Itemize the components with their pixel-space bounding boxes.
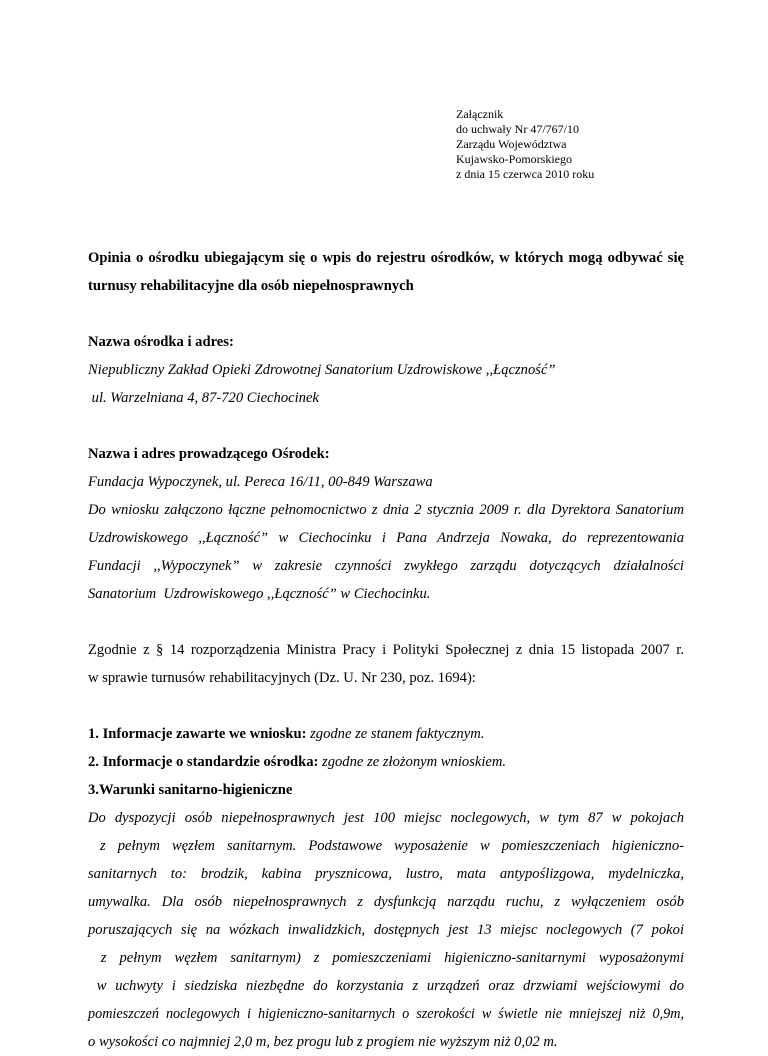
facility-name: Niepubliczny Zakład Opieki Zdrowotnej Sanatorium Uzdrowiskowe ,,Łączność”: [88, 362, 556, 378]
regulation-line: w sprawie turnusów rehabilitacyjnych (Dz. U. Nr 230, poz. 1694):: [88, 670, 476, 686]
sanitary-line: Do dyspozycji osób niepełnosprawnych jest 100 miejsc noclegowych, w tym 87 w pokojach: [88, 810, 684, 826]
sanitary-line: z pełnym węzłem sanitarnym. Podstawowe wyposażenie w pomieszczeniach higieniczno-: [88, 838, 684, 854]
sanitary-line: o wysokości co najmniej 2,0 m, bez progu lub z progiem nie wyższym niż 0,02 m.: [88, 1034, 558, 1050]
document-body: [88, 244, 684, 1056]
item-2-label: 2. Informacje o standardzie ośrodka:: [88, 754, 319, 770]
operator-proxy-line: Sanatorium Uzdrowiskowego ,,Łączność” w Ciechocinku.: [88, 586, 431, 602]
attachment-line: Kujawsko-Pomorskiego: [456, 152, 572, 166]
item-1-value: zgodne ze stanem faktycznym.: [306, 726, 485, 742]
operator-proxy-line: Do wniosku załączono łączne pełnomocnictwo z dnia 2 stycznia 2009 r. dla Dyrektora Sanatorium: [88, 502, 684, 518]
sanitary-line: sanitarnych to: brodzik, kabina prysznicowa, lustro, mata antypoślizgowa, mydelniczka,: [88, 866, 684, 882]
sanitary-line: pomieszczeń noclegowych i higieniczno-sanitarnych o szerokości w świetle nie mniejszej niż 0,9m,: [88, 1006, 684, 1022]
attachment-line: Zarządu Województwa: [456, 137, 567, 151]
document-title-line-2: turnusy rehabilitacyjne dla osób niepełnosprawnych: [88, 278, 414, 294]
attachment-line: z dnia 15 czerwca 2010 roku: [456, 167, 595, 181]
operator-heading: Nazwa i adres prowadzącego Ośrodek:: [88, 446, 330, 462]
operator-proxy-line: Fundacji ,,Wypoczynek” w zakresie czynności zwykłego zarządu dotyczących działalności: [88, 558, 684, 574]
sanitary-line: umywalka. Dla osób niepełnosprawnych z dysfunkcją narządu ruchu, z wyłączeniem osób: [88, 894, 684, 910]
facility-address: ul. Warzelniana 4, 87-720 Ciechocinek: [88, 390, 319, 406]
facility-heading: Nazwa ośrodka i adres:: [88, 334, 234, 350]
item-3-heading: 3.Warunki sanitarno-higieniczne: [88, 782, 293, 798]
sanitary-line: w uchwyty i siedziska niezbędne do korzystania z urządzeń oraz drzwiami wejściowymi do: [88, 978, 684, 994]
attachment-note: [456, 107, 594, 182]
document-title-line-1: Opinia o ośrodku ubiegającym się o wpis do rejestru ośrodków, w których mogą odbywać się: [88, 250, 684, 266]
operator-proxy-line: Uzdrowiskowego ,,Łączność” w Ciechocinku i Pana Andrzeja Nowaka, do reprezentowania: [88, 530, 684, 546]
regulation-line: Zgodnie z § 14 rozporządzenia Ministra Pracy i Polityki Społecznej z dnia 15 listopada 2007 r.: [88, 642, 684, 658]
item-1-label: 1. Informacje zawarte we wniosku:: [88, 726, 307, 742]
attachment-line: Załącznik: [456, 107, 504, 121]
sanitary-line: z pełnym węzłem sanitarnym) z pomieszczeniami higieniczno-sanitarnymi wyposażonymi: [88, 950, 684, 966]
item-2-value: zgodne ze złożonym wnioskiem.: [318, 754, 507, 770]
operator-name-address: Fundacja Wypoczynek, ul. Pereca 16/11, 00-849 Warszawa: [88, 474, 433, 490]
item-2: [88, 748, 684, 776]
attachment-line: do uchwały Nr 47/767/10: [456, 122, 579, 136]
sanitary-line: poruszających się na wózkach inwalidzkich, dostępnych jest 13 miejsc noclegowych (7 pokoi: [88, 922, 684, 938]
item-1: [88, 720, 684, 748]
